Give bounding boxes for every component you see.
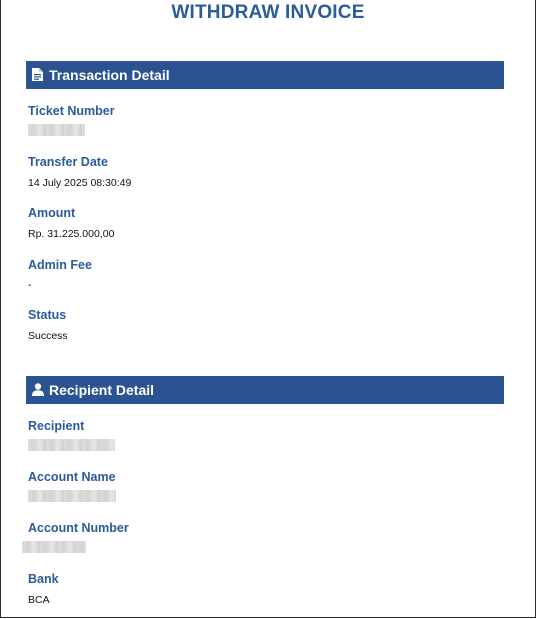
amount-value: Rp. 31.225.000,00 xyxy=(28,228,115,240)
transfer-date-label: Transfer Date xyxy=(28,155,108,169)
bank-label: Bank xyxy=(28,572,59,586)
bank-value: BCA xyxy=(28,594,50,606)
ticket-number-value-redacted xyxy=(28,124,85,136)
invoice-title: WITHDRAW INVOICE xyxy=(171,2,365,23)
user-icon xyxy=(32,383,45,397)
account-number-label: Account Number xyxy=(28,521,129,535)
recipient-value-redacted xyxy=(28,439,115,451)
ticket-number-label: Ticket Number xyxy=(28,104,115,118)
account-name-value-redacted xyxy=(28,490,116,502)
status-label: Status xyxy=(28,308,67,322)
account-number-value-redacted xyxy=(22,541,86,553)
amount-label: Amount xyxy=(28,206,76,220)
transaction-detail-title: Transaction Detail xyxy=(49,67,170,83)
admin-fee-label: Admin Fee xyxy=(28,258,92,272)
recipient-detail-title: Recipient Detail xyxy=(49,382,155,398)
transfer-date-value: 14 July 2025 08:30:49 xyxy=(28,177,132,189)
recipient-label: Recipient xyxy=(28,419,85,433)
recipient-detail-header xyxy=(26,376,504,404)
transaction-detail-header xyxy=(26,61,504,89)
admin-fee-value: - xyxy=(28,279,32,291)
document-icon xyxy=(32,68,45,82)
status-value: Success xyxy=(28,330,68,342)
account-name-label: Account Name xyxy=(28,470,116,484)
